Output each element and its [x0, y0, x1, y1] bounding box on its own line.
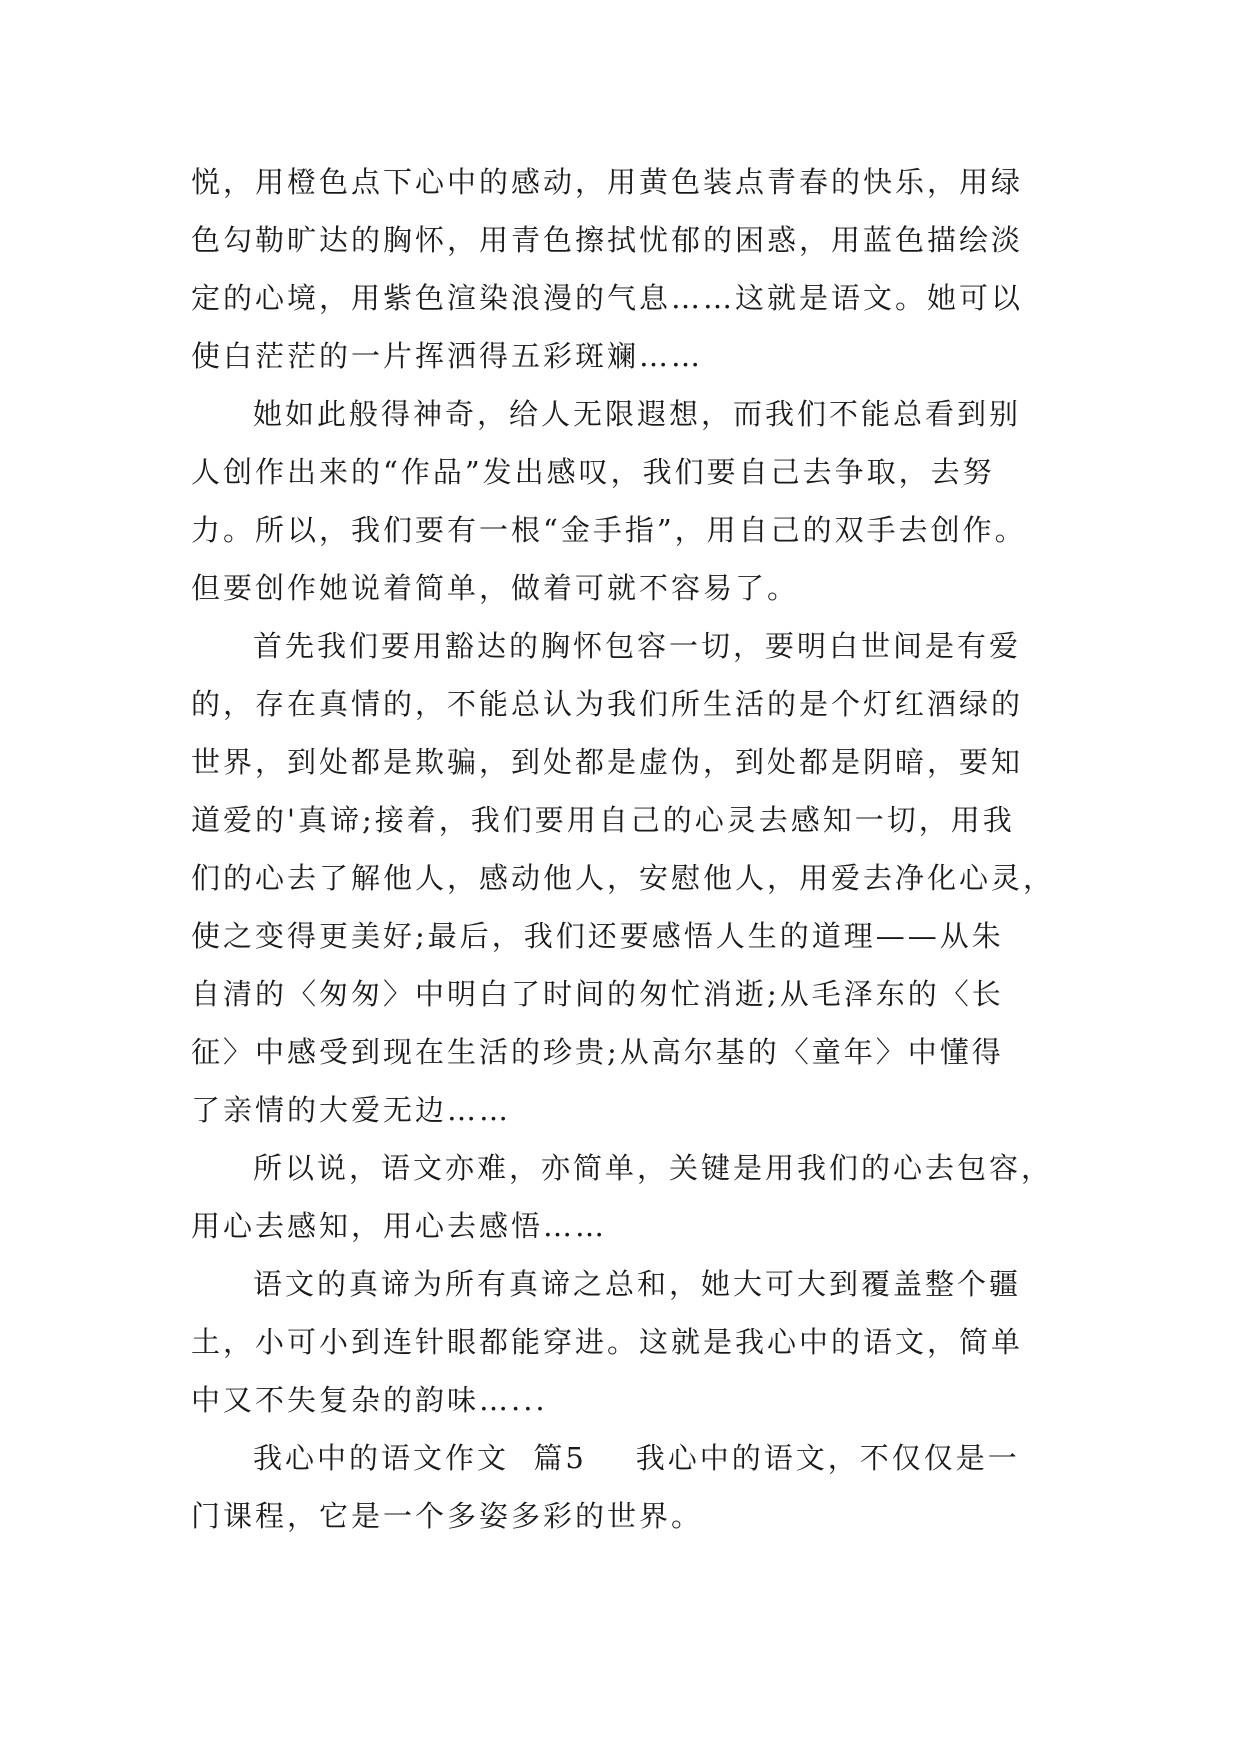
text-line: 自清的〈匆匆〉中明白了时间的匆忙消逝;从毛泽东的〈长 — [191, 977, 1004, 1011]
text-line: 们的心去了解他人，感动他人，安慰他人，用爱去净化心灵， — [191, 861, 1056, 895]
paragraph-start-line: 首先我们要用豁达的胸怀包容一切，要明白世间是有爱 — [253, 629, 1022, 663]
paragraph-start-line: 语文的真谛为所有真谛之总和，她大可大到覆盖整个疆 — [253, 1267, 1022, 1301]
paragraph-start-line: 我心中的语文作文 篇5 我心中的语文，不仅仅是一 — [253, 1441, 1020, 1475]
text-line: 世界，到处都是欺骗，到处都是虚伪，到处都是阴暗，要知 — [191, 745, 1024, 779]
text-line: 了亲情的大爱无边…… — [191, 1093, 512, 1127]
text-line: 征〉中感受到现在生活的珍贵;从高尔基的〈童年〉中懂得 — [191, 1035, 1004, 1069]
text-line: 定的心境，用紫色渲染浪漫的气息……这就是语文。她可以 — [191, 281, 1024, 315]
text-line: 中又不失复杂的韵味…... — [191, 1383, 548, 1417]
text-line: 用心去感知，用心去感悟…… — [191, 1209, 608, 1243]
text-line: 悦，用橙色点下心中的感动，用黄色装点青春的快乐，用绿 — [191, 165, 1024, 199]
text-line: 力。所以，我们要有一根“金手指”，用自己的双手去创作。 — [191, 513, 1027, 547]
text-line: 土，小可小到连针眼都能穿进。这就是我心中的语文，简单 — [191, 1325, 1024, 1359]
text-line: 但要创作她说着简单，做着可就不容易了。 — [191, 571, 800, 605]
paragraph-start-line: 她如此般得神奇，给人无限遐想，而我们不能总看到别 — [253, 397, 1022, 431]
text-line: 人创作出来的“作品”发出感叹，我们要自己去争取，去努 — [191, 455, 995, 489]
text-line: 使之变得更美好;最后，我们还要感悟人生的道理——从朱 — [191, 919, 1004, 953]
paragraph-start-line: 所以说，语文亦难，亦简单，关键是用我们的心去包容， — [253, 1151, 1054, 1185]
text-line: 色勾勒旷达的胸怀，用青色擦拭忧郁的困惑，用蓝色描绘淡 — [191, 223, 1024, 257]
text-line: 道爱的'真谛;接着，我们要用自己的心灵去感知一切，用我 — [191, 803, 1015, 837]
text-line: 门课程，它是一个多姿多彩的世界。 — [191, 1499, 704, 1533]
text-line: 的，存在真情的，不能总认为我们所生活的是个灯红酒绿的 — [191, 687, 1024, 721]
text-line: 使白茫茫的一片挥洒得五彩斑斓…… — [191, 339, 704, 373]
